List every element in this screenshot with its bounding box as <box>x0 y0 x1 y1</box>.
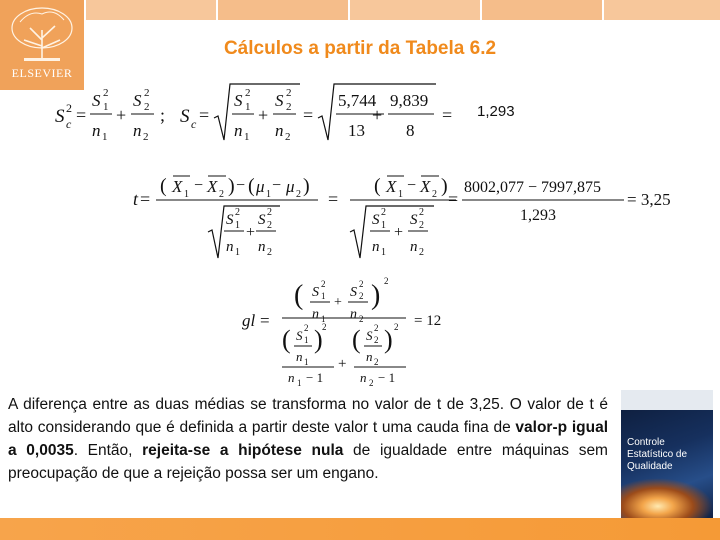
svg-text:2: 2 <box>394 322 399 332</box>
svg-text:gl: gl <box>242 311 256 330</box>
svg-text:2: 2 <box>381 207 386 218</box>
svg-text:2: 2 <box>219 189 224 200</box>
svg-text:S: S <box>366 328 373 343</box>
svg-text:1: 1 <box>398 189 403 200</box>
svg-text:X: X <box>172 177 183 196</box>
svg-text:=: = <box>303 105 314 125</box>
svg-text:S: S <box>234 91 243 110</box>
svg-text:2: 2 <box>374 335 379 345</box>
f3-result: = 12 <box>414 313 442 329</box>
sc-result: 1,293 <box>477 103 515 120</box>
svg-text:S: S <box>275 91 284 110</box>
svg-text:S: S <box>410 212 418 228</box>
svg-text:n: n <box>288 370 295 385</box>
svg-text:n: n <box>350 307 357 322</box>
svg-text:1: 1 <box>102 131 108 143</box>
svg-text:S: S <box>55 106 65 127</box>
svg-text:1: 1 <box>304 335 309 345</box>
svg-text:=: = <box>328 189 339 209</box>
svg-text:1: 1 <box>235 247 240 258</box>
svg-text:): ) <box>314 325 323 354</box>
svg-text:2: 2 <box>419 207 424 218</box>
svg-text:2: 2 <box>374 357 379 367</box>
svg-text:=: = <box>76 105 87 125</box>
svg-text:=: = <box>199 105 210 125</box>
svg-text:+: + <box>338 356 347 372</box>
svg-text:(: ( <box>374 175 381 197</box>
svg-text:+: + <box>394 224 404 241</box>
f2-numerator: 8002,077 − 7997,875 <box>464 179 602 196</box>
svg-text:1: 1 <box>321 291 326 301</box>
svg-text:S: S <box>133 91 142 110</box>
bottom-band <box>0 518 720 540</box>
svg-text:(: ( <box>282 325 291 354</box>
svg-text:−: − <box>272 177 282 194</box>
svg-text:2: 2 <box>359 279 364 289</box>
paragraph-text: de igualdade entre máquinas sem preocupação de que a rejeição possa ser um engano. <box>8 442 608 482</box>
svg-text:1: 1 <box>381 220 386 231</box>
f1-num2: 9,839 <box>390 91 429 110</box>
t-statistic-formula <box>133 175 671 258</box>
paragraph-text: . Então, <box>73 442 143 459</box>
svg-text:μ: μ <box>256 177 265 196</box>
svg-text:n: n <box>366 349 373 364</box>
svg-text:2: 2 <box>286 101 292 113</box>
svg-text:(: ( <box>160 175 167 197</box>
svg-text:(: ( <box>294 280 304 311</box>
svg-text:1: 1 <box>184 189 189 200</box>
svg-text:n: n <box>133 121 142 140</box>
svg-text:n: n <box>410 239 418 255</box>
svg-text:2: 2 <box>144 101 150 113</box>
degrees-of-freedom-formula <box>242 276 441 388</box>
book-cover <box>621 390 713 525</box>
svg-text:1: 1 <box>381 247 386 258</box>
svg-text:c: c <box>191 117 197 131</box>
svg-text:1: 1 <box>244 131 250 143</box>
f1-den1: 13 <box>348 121 365 140</box>
svg-text:1: 1 <box>103 101 109 113</box>
f2-denominator: 1,293 <box>520 207 556 224</box>
svg-text:n: n <box>312 307 319 322</box>
svg-text:X: X <box>386 177 397 196</box>
svg-text:(: ( <box>352 325 361 354</box>
book-title-line: Estatístico de <box>627 449 688 460</box>
svg-text:t: t <box>133 189 139 209</box>
svg-text:): ) <box>303 175 310 197</box>
conclusion-paragraph <box>8 393 608 485</box>
svg-text:n: n <box>372 239 380 255</box>
svg-text:2: 2 <box>267 207 272 218</box>
svg-text:=: = <box>260 311 270 330</box>
svg-text:S: S <box>92 91 101 110</box>
book-title-line: Controle <box>627 437 665 448</box>
svg-text:2: 2 <box>296 189 301 200</box>
svg-text:2: 2 <box>419 220 424 231</box>
svg-text:2: 2 <box>359 291 364 301</box>
svg-text:+: + <box>246 224 256 241</box>
slide-title: Cálculos a partir da Tabela 6.2 <box>223 38 497 59</box>
svg-text:S: S <box>226 212 234 228</box>
svg-text:2: 2 <box>144 87 150 99</box>
f2-result: = 3,25 <box>627 190 671 209</box>
book-title-line: Qualidade <box>627 461 673 472</box>
svg-text:n: n <box>258 239 266 255</box>
svg-text:c: c <box>66 117 72 131</box>
svg-text:2: 2 <box>267 220 272 231</box>
svg-text:2: 2 <box>359 314 364 324</box>
svg-text:μ: μ <box>286 177 295 196</box>
svg-text:n: n <box>275 121 284 140</box>
f1-den2: 8 <box>406 121 415 140</box>
svg-text:): ) <box>441 175 448 197</box>
svg-text:n: n <box>234 121 243 140</box>
book-title <box>627 437 711 473</box>
svg-text:2: 2 <box>103 87 109 99</box>
svg-text:−: − <box>407 177 417 194</box>
svg-text:n: n <box>360 370 367 385</box>
svg-text:− 1: − 1 <box>378 370 396 385</box>
svg-text:2: 2 <box>245 87 251 99</box>
svg-text:): ) <box>384 325 393 354</box>
svg-text:2: 2 <box>419 247 424 258</box>
svg-text:S: S <box>350 285 357 300</box>
svg-text:X: X <box>207 177 218 196</box>
svg-text:−: − <box>194 177 204 194</box>
svg-text:2: 2 <box>304 323 309 333</box>
svg-text:+: + <box>334 295 342 310</box>
svg-text:S: S <box>258 212 266 228</box>
svg-text:X: X <box>420 177 431 196</box>
svg-text:+: + <box>372 105 383 125</box>
svg-text:=: = <box>140 189 151 209</box>
svg-text:2: 2 <box>432 189 437 200</box>
svg-text:+: + <box>116 105 127 125</box>
svg-text:(: ( <box>248 175 255 197</box>
svg-text:n: n <box>296 349 303 364</box>
svg-text:2: 2 <box>322 322 327 332</box>
reject-bold: rejeita-se a hipótese nula <box>142 442 344 459</box>
svg-text:S: S <box>312 285 319 300</box>
svg-text:+: + <box>258 105 269 125</box>
svg-text:1: 1 <box>304 357 309 367</box>
f1-num1: 5,744 <box>338 91 377 110</box>
svg-text:2: 2 <box>369 378 374 388</box>
svg-text:2: 2 <box>143 131 149 143</box>
svg-text:n: n <box>92 121 101 140</box>
svg-text:2: 2 <box>286 87 292 99</box>
svg-text:1: 1 <box>297 378 302 388</box>
p-value-bold: valor-p igual a 0,0035 <box>8 419 608 459</box>
svg-text:): ) <box>228 175 235 197</box>
svg-text:;: ; <box>160 105 166 125</box>
svg-text:2: 2 <box>285 131 291 143</box>
svg-text:): ) <box>371 280 381 311</box>
svg-text:=: = <box>442 105 453 125</box>
svg-text:1: 1 <box>266 189 271 200</box>
book-header-strip <box>621 390 713 410</box>
svg-text:− 1: − 1 <box>306 370 324 385</box>
svg-text:2: 2 <box>384 276 389 286</box>
svg-text:2: 2 <box>374 323 379 333</box>
svg-text:=: = <box>448 189 459 209</box>
svg-text:2: 2 <box>267 247 272 258</box>
svg-text:1: 1 <box>245 101 251 113</box>
svg-text:2: 2 <box>235 207 240 218</box>
paragraph-text: A diferença entre as duas médias se transforma no valor de t de 3,25. O valor de t é alto considerando que é definida a partir deste valor t uma cauda fina de <box>8 396 608 436</box>
svg-text:S: S <box>180 106 190 127</box>
pooled-variance-formula <box>55 84 452 143</box>
svg-text:S: S <box>296 328 303 343</box>
svg-text:n: n <box>226 239 234 255</box>
svg-text:−: − <box>236 177 246 194</box>
svg-text:1: 1 <box>321 314 326 324</box>
logo-wordmark: ELSEVIER <box>11 66 73 80</box>
svg-text:2: 2 <box>66 101 72 115</box>
svg-text:1: 1 <box>235 220 240 231</box>
svg-text:2: 2 <box>321 279 326 289</box>
svg-text:S: S <box>372 212 380 228</box>
